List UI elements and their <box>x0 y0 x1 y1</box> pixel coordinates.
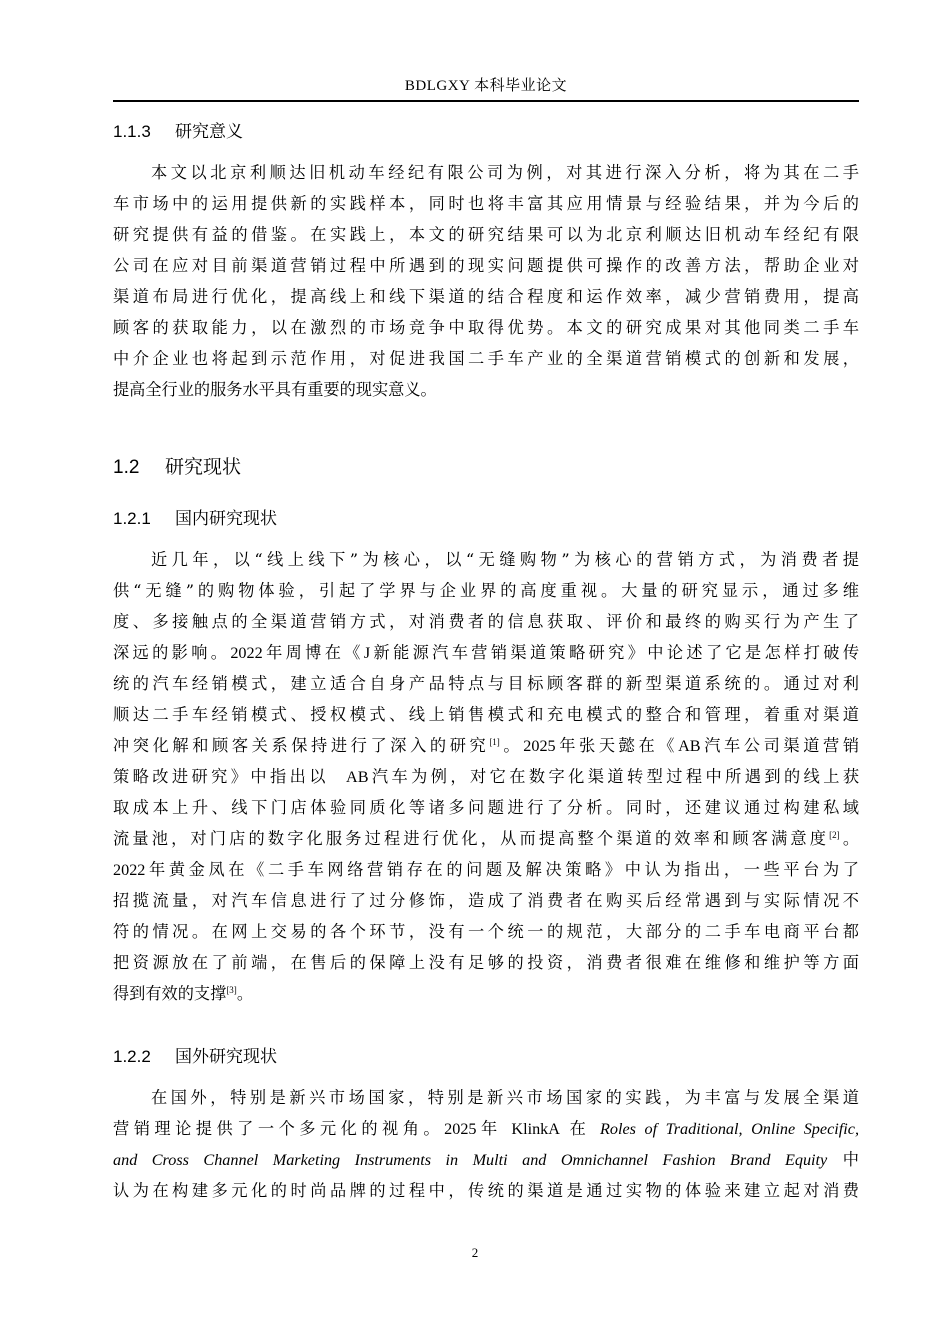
section-number: 1.1.3 <box>113 122 151 141</box>
section-heading-1-2-1 <box>113 507 277 531</box>
year: 2022 <box>113 861 146 879</box>
text-line: 度、多接触点的全渠道营销方式，对消费者的信息获取、评价和最终的购买行为产生了 <box>113 612 859 631</box>
text-run: AB <box>346 768 369 786</box>
running-header: BDLGXY 本科毕业论文 <box>404 78 568 94</box>
text-run: 策略改进研究》中指出以 <box>113 767 329 786</box>
section-heading-1-2 <box>113 454 241 481</box>
text-line: 顺达二手车经销模式、授权模式、线上销售模式和充电模式的整合和管理，着重对渠道 <box>113 705 859 724</box>
text-run: 。 <box>236 984 253 1003</box>
text-line <box>113 854 859 885</box>
text-run: 汽车公司渠道营销 <box>700 736 860 755</box>
text-run: 新能源汽车营销渠道策略研究》中论述了它是怎样打破传 <box>370 643 860 662</box>
text-run: 营销理论提供了一个多元化的视角。 <box>113 1119 445 1138</box>
section-heading-1-1-3 <box>113 120 243 144</box>
text-line: 符的情况。在网上交易的各个环节，没有一个统一的规范，大部分的二手车电商平台都 <box>113 922 859 941</box>
text-run: 汽车为例，对它在数字化渠道转型过程中所遇到的线上获 <box>368 767 860 786</box>
text-line: 统的汽车经销模式，建立适合自身产品特点与目标顾客群的新型渠道系统的。通过对利 <box>113 674 859 693</box>
section-title: 研究意义 <box>175 122 243 142</box>
text-line <box>113 978 859 1009</box>
text-run: 年周博在《 <box>262 643 364 662</box>
text-line <box>113 823 859 854</box>
text-run: 。 <box>499 736 524 755</box>
text-run: 年黄金凤在《二手车网络营销存在的问题及解决策略》中认为指出，一些平台为了 <box>145 860 859 879</box>
year: 2025 <box>444 1120 477 1138</box>
text-line: 本文以北京利顺达旧机动车经纪有限公司为例，对其进行深入分析，将为其在二手 <box>151 163 859 182</box>
text-run: 流量池，对门店的数字化服务过程进行优化，从而提高整个渠道的效率和顾客满意度 <box>113 829 830 848</box>
text-line <box>113 637 859 668</box>
text-run: J <box>363 644 371 662</box>
text-line: 研究提供有益的借鉴。在实践上，本文的研究结果可以为北京利顺达旧机动车经纪有限 <box>113 225 859 244</box>
section-number: 1.2.1 <box>113 509 151 528</box>
citation-ref: [2] <box>829 830 840 840</box>
text-line: 中介企业也将起到示范作用，对促进我国二手车产业的全渠道营销模式的创新和发展， <box>113 349 859 368</box>
section-title: 国外研究现状 <box>175 1047 277 1067</box>
header-rule <box>113 100 859 102</box>
year: 2025 <box>523 737 556 755</box>
section-title: 国内研究现状 <box>175 509 277 529</box>
cited-title: and Cross Channel Marketing Instruments in Multi and Omnichannel Fashion Brand Equity <box>113 1151 828 1169</box>
text-run: 年 <box>476 1119 502 1138</box>
text-run: 深远的影响。 <box>113 643 231 662</box>
paragraph-research-significance <box>113 157 859 405</box>
section-number: 1.2.2 <box>113 1047 151 1066</box>
text-line: 供“无缝”的购物体验，引起了学界与企业界的高度重视。大量的研究显示，通过多维 <box>113 581 859 600</box>
text-line: 公司在应对目前渠道营销过程中所遇到的现实问题提供可操作的改善方法，帮助企业对 <box>113 256 859 275</box>
text-line: 把资源放在了前端，在售后的保障上没有足够的投资，消费者很难在维修和维护等方面 <box>113 953 859 972</box>
cited-title: Roles of Traditional, Online Specific, <box>599 1120 859 1138</box>
text-line: 渠道布局进行优化，提高线上和线下渠道的结合程度和运作效率，减少营销费用，提高 <box>113 287 859 306</box>
text-line: 在国外，特别是新兴市场国家，特别是新兴市场国家的实践，为丰富与发展全渠道 <box>151 1088 859 1107</box>
paragraph-domestic-research <box>113 544 859 1009</box>
text-run: 冲突化解和顾客关系保持进行了深入的研究 <box>113 736 490 755</box>
page-number: 2 <box>471 1245 479 1260</box>
paragraph-foreign-research <box>113 1082 859 1206</box>
text-line <box>113 1113 859 1144</box>
text-run: AB <box>678 737 701 755</box>
author-name: KlinkA <box>511 1120 560 1138</box>
text-line: 认为在构建多元化的时尚品牌的过程中，传统的渠道是通过实物的体验来建立起对消费 <box>113 1181 859 1200</box>
text-line: 顾客的获取能力，以在激烈的市场竞争中取得优势。本文的研究成果对其他同类二手车 <box>113 318 859 337</box>
citation-ref: [1] <box>489 737 500 747</box>
section-heading-1-2-2 <box>113 1045 277 1069</box>
text-line: 车市场中的运用提供新的实践样本，同时也将丰富其应用情景与经验结果，并为今后的 <box>113 194 859 213</box>
text-run: 。 <box>839 829 860 848</box>
text-run: 年张天懿在《 <box>555 736 679 755</box>
text-run: 中 <box>842 1150 859 1169</box>
section-title: 研究现状 <box>165 456 242 478</box>
text-line <box>113 730 859 761</box>
section-number: 1.2 <box>113 457 140 478</box>
text-run: 得到有效的支撑 <box>113 984 227 1003</box>
text-line <box>113 761 859 792</box>
citation-ref: [3] <box>226 985 237 995</box>
year: 2022 <box>230 644 263 662</box>
text-line: 取成本上升、线下门店体验同质化等诸多问题进行了分析。同时，还建议通过构建私域 <box>113 798 859 817</box>
text-line: 招揽流量，对汽车信息进行了过分修饰，造成了消费者在购买后经常遇到与实际情况不 <box>113 891 859 910</box>
text-line: 提高全行业的服务水平具有重要的现实意义。 <box>113 380 437 399</box>
text-run: 在 <box>569 1119 591 1138</box>
text-line <box>113 1144 859 1175</box>
text-line: 近几年，以“线上线下”为核心，以“无缝购物”为核心的营销方式，为消费者提 <box>151 550 859 569</box>
